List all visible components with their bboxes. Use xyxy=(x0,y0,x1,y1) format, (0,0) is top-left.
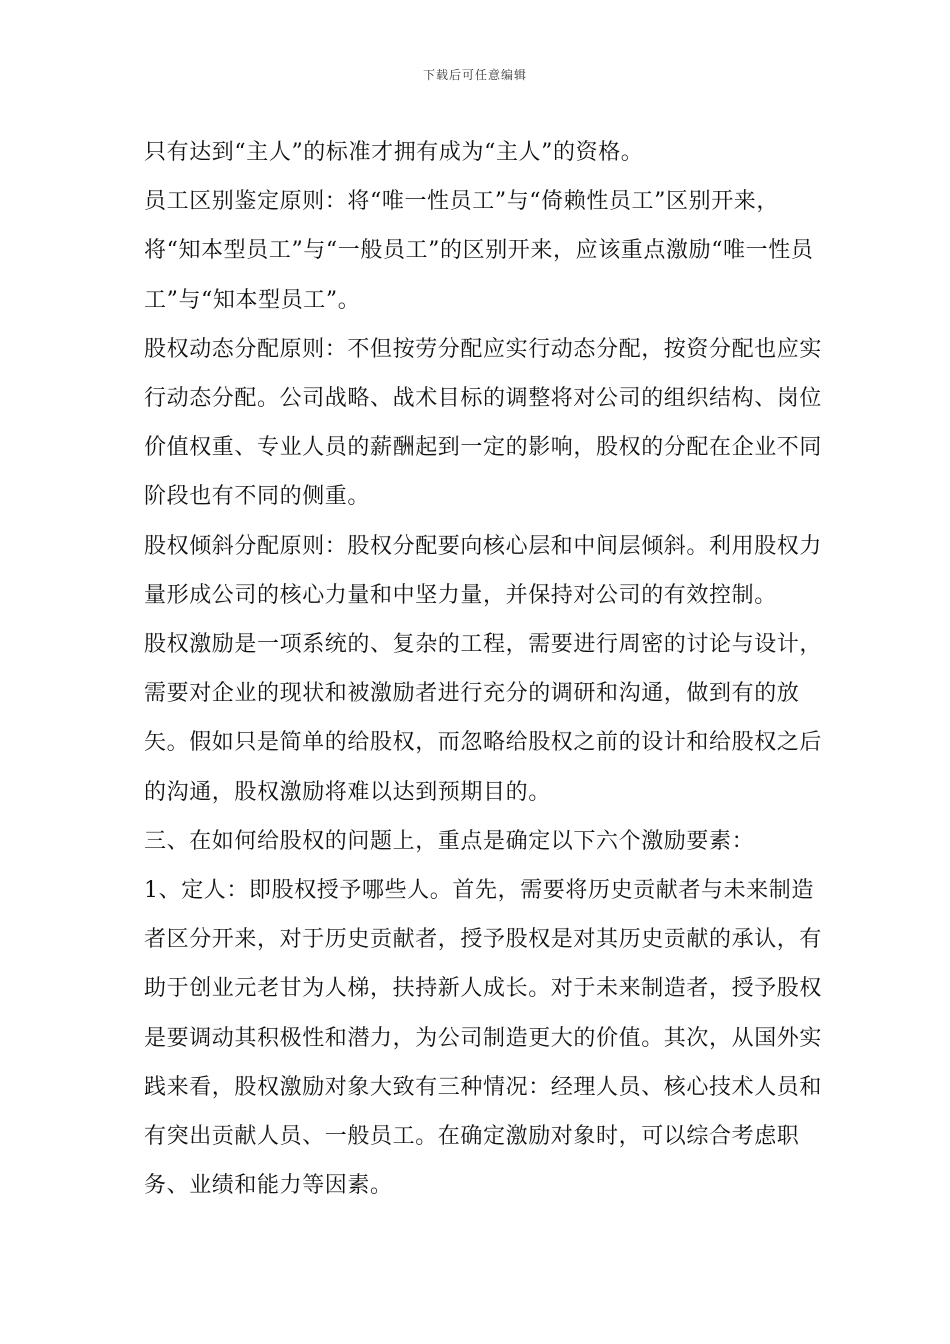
document-body xyxy=(144,128,830,1210)
paragraph-equity-incentive-system: 股权激励是一项系统的、复杂的工程，需要进行周密的讨论与设计，需要对企业的现状和被激励者进行充分的调研和沟通，做到有的放矢。假如只是简单的给股权，而忽略给股权之前的设计和给股权之后的沟通，股权激励将难以达到预期目的。 xyxy=(144,632,823,805)
paragraph-owner-qualification: 只有达到“主人”的标准才拥有成为“主人”的资格。 xyxy=(144,140,644,165)
paragraph-tilted-allocation: 股权倾斜分配原则：股权分配要向核心层和中间层倾斜。利用股权力量形成公司的核心力量和中坚力量，并保持对公司的有效控制。 xyxy=(144,533,823,608)
section-heading-six-elements: 三、在如何给股权的问题上，重点是确定以下六个激励要素： xyxy=(144,828,755,854)
paragraph-define-people: 1、定人：即股权授予哪些人。首先，需要将历史贡献者与未来制造者区分开来，对于历史贡献者，授予股权是对其历史贡献的承认，有助于创业元老甘为人梯，扶持新人成长。对于未来制造者，授予股权是要调动其积极性和潜力，为公司制造更大的价值。其次，从国外实践来看，股权激励对象大致有三种情况：经理人员、核心技术人员和有突出贡献人员、一般员工。在确定激励对象时，可以综合考虑职务、业绩和能力等因素。 xyxy=(144,878,823,1199)
page-header: 下载后可任意编辑 xyxy=(422,68,527,82)
paragraph-dynamic-allocation: 股权动态分配原则：不但按劳分配应实行动态分配，按资分配也应实行动态分配。公司战略、战术目标的调整将对公司的组织结构、岗位价值权重、专业人员的薪酬起到一定的影响，股权的分配在企业不同阶段也有不同的侧重。 xyxy=(144,336,823,510)
paragraph-employee-distinction: 员工区别鉴定原则：将“唯一性员工”与“倚赖性员工”区别开来，将“知本型员工”与“一般员工”的区别开来，应该重点激励“唯一性员工”与“知本型员工”。 xyxy=(144,189,814,313)
